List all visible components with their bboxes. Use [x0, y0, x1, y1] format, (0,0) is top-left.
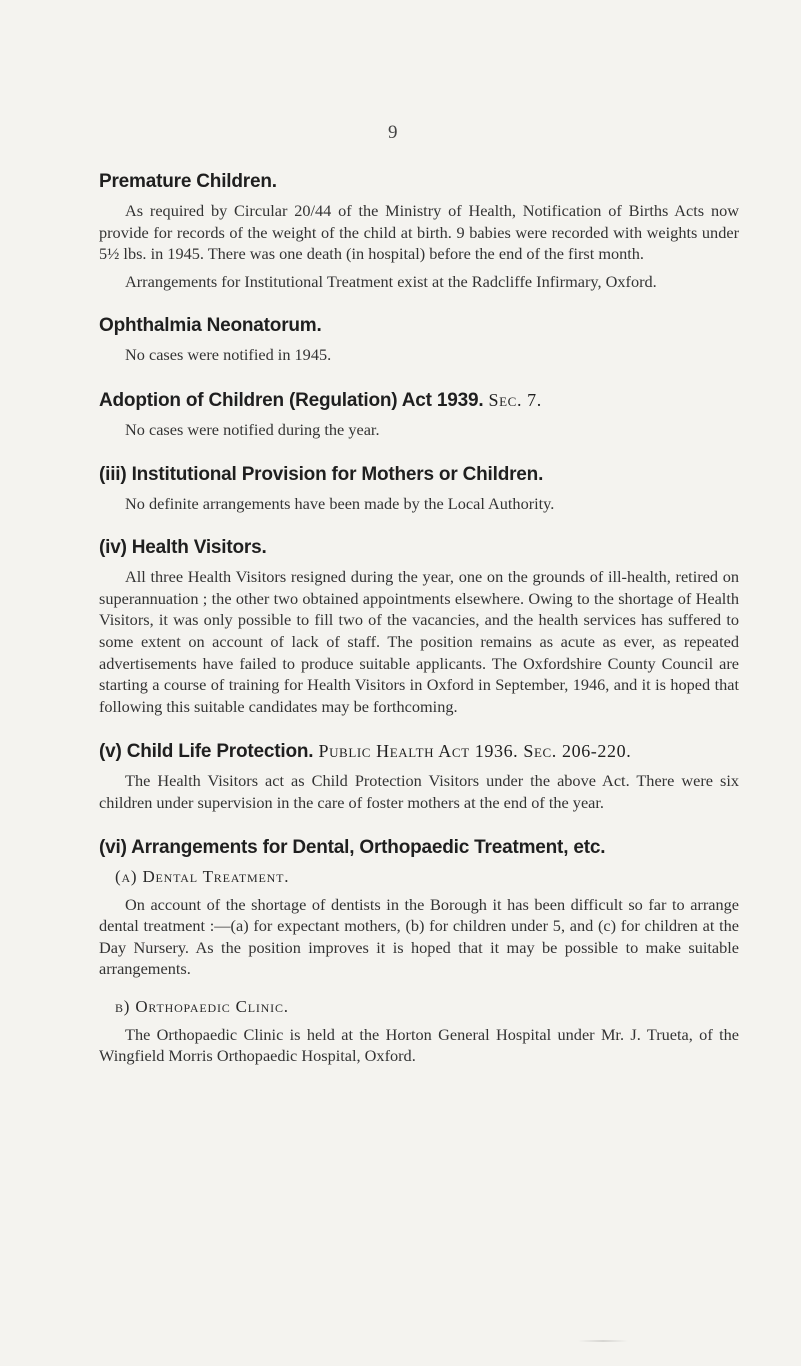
paragraph-child-life: The Health Visitors act as Child Protection Visitors under the above Act. There were six children under supervision in the care of foster mothers at the end of the year.	[99, 771, 739, 812]
heading-child-life-title: (v) Child Life Protection.	[99, 741, 314, 763]
paragraph-orthopaedic: The Orthopaedic Clinic is held at the Horton General Hospital under Mr. J. Trueta, of the Wingfield Morris Orthopaedic Hospital, Oxford.	[99, 1024, 739, 1066]
paragraph-institutional: No definite arrangements have been made by the Local Authority.	[125, 493, 555, 513]
section-dental-orthopaedic	[99, 836, 739, 1068]
page-number: 9	[388, 122, 398, 143]
paragraph-premature-1: As required by Circular 20/44 of the Ministry of Health, Notification of Births Acts now provide for records of the weight of the child at birth. 9 babies were recorded with weights under 5½ lbs. in 1945. There was one death (in hospital) before the end of the first month.	[99, 201, 739, 264]
section-premature-children	[99, 170, 739, 292]
page-content	[99, 170, 739, 1067]
heading-child-life-protection	[99, 739, 739, 764]
paragraph-adoption: No cases were notified during the year.	[125, 419, 380, 439]
page-smudge	[578, 1340, 628, 1342]
heading-premature-children: Premature Children.	[99, 171, 277, 192]
section-adoption	[99, 388, 739, 441]
subheading-orthopaedic-clinic: b) Orthopaedic Clinic.	[115, 996, 289, 1016]
heading-health-visitors: (iv) Health Visitors.	[99, 537, 267, 559]
paragraph-health-visitors: All three Health Visitors resigned during the year, one on the grounds of ill-health, retired on superannuation ; the other two obtained appointments elsewhere. Owing to the shortage of Health Visitors, it was only possible to fill two of the vacancies, and the health services has suffered to some extent on account of lack of staff. The position remains as acute as ever, as repeated advertisements have failed to produce suitable applicants. The Oxfordshire County Council are starting a course of training for Health Visitors in Oxford in September, 1946, and it is hoped that following this suitable candidates may be forthcoming.	[99, 567, 739, 716]
heading-adoption-section: Sec. 7.	[488, 389, 542, 410]
paragraph-dental: On account of the shortage of dentists in the Borough it has been difficult so far to arrange dental treatment :—(a) for expectant mothers, (b) for children under 5, and (c) for children at the Day Nursery. As the position improves it is hoped that it may be possible to make suitable arrangements.	[99, 894, 739, 979]
heading-child-life-act: Public Health Act 1936. Sec. 206-220.	[318, 741, 632, 762]
heading-adoption	[99, 388, 739, 413]
section-institutional-provision	[99, 463, 739, 515]
heading-ophthalmia: Ophthalmia Neonatorum.	[99, 315, 322, 337]
heading-institutional-provision: (iii) Institutional Provision for Mothers or Children.	[99, 463, 544, 485]
heading-dental-orthopaedic: (vi) Arrangements for Dental, Orthopaedic Treatment, etc.	[99, 836, 606, 858]
paragraph-ophthalmia: No cases were notified in 1945.	[125, 345, 332, 365]
section-health-visitors	[99, 536, 739, 717]
section-ophthalmia	[99, 314, 739, 366]
section-child-life-protection	[99, 739, 739, 813]
subheading-dental-treatment: (a) Dental Treatment.	[115, 866, 290, 886]
paragraph-premature-2: Arrangements for Institutional Treatment exist at the Radcliffe Infirmary, Oxford.	[125, 271, 657, 291]
heading-adoption-title: Adoption of Children (Regulation) Act 1939.	[99, 389, 484, 411]
